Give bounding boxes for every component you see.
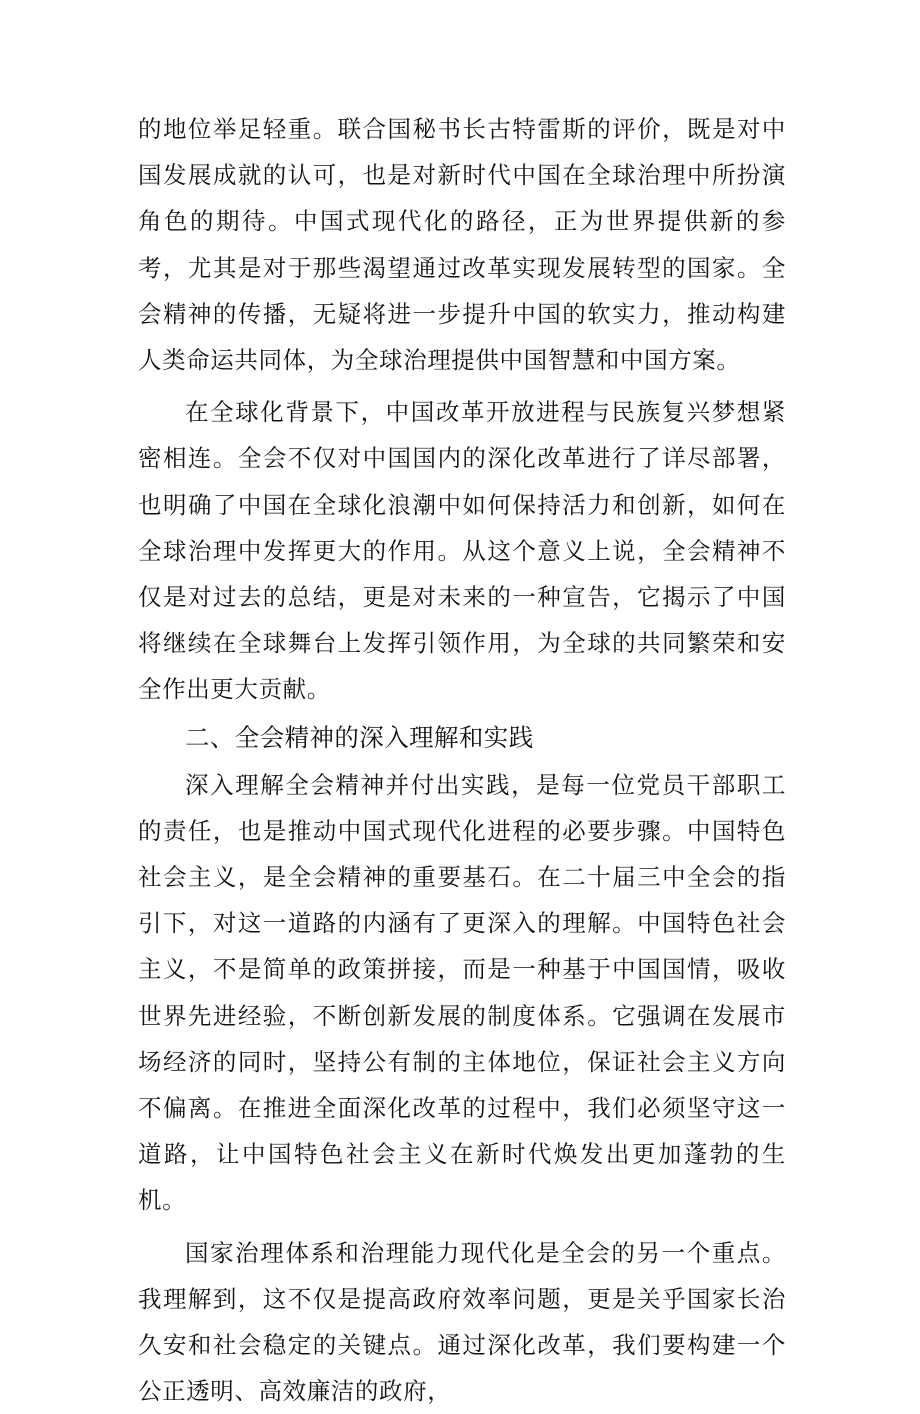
paragraph-socialism: 深入理解全会精神并付出实践，是每一位党员干部职工的责任，也是推动中国式现代化进程的必要步骤。中国特色社会主义，是全会精神的重要基石。在二十届三中全会的指引下，对这一道路的内涵有了更深入的理解。中国特色社会主义，不是简单的政策拼接，而是一种基于中国国情，吸收世界先进经验，不断创新发展的制度体系。它强调在发展市场经济的同时，坚持公有制的主体地位，保证社会主义方向不偏离。在推进全面深化改革的过程中，我们必须坚守这一道路，让中国特色社会主义在新时代焕发出更加蓬勃的生机。 <box>138 770 786 1215</box>
paragraph-globalization: 在全球化背景下，中国改革开放进程与民族复兴梦想紧密相连。全会不仅对中国国内的深化改革进行了详尽部署，也明确了中国在全球化浪潮中如何保持活力和创新，如何在全球治理中发挥更大的作用。从这个意义上说，全会精神不仅是对过去的总结，更是对未来的一种宣告，它揭示了中国将继续在全球舞台上发挥引领作用，为全球的共同繁荣和安全作出更大贡献。 <box>138 398 786 704</box>
section-heading: 二、全会精神的深入理解和实践 <box>185 722 534 752</box>
paragraph-governance: 国家治理体系和治理能力现代化是全会的另一个重点。我理解到，这不仅是提高政府效率问题，更是关乎国家长治久安和社会稳定的关键点。通过深化改革，我们要构建一个公正透明、高效廉洁的政府， <box>138 1238 786 1406</box>
document-body <box>138 106 786 1414</box>
paragraph-continuation: 的地位举足轻重。联合国秘书长古特雷斯的评价，既是对中国发展成就的认可，也是对新时代中国在全球治理中所扮演角色的期待。中国式现代化的路径，正为世界提供新的参考，尤其是对于那些渴望通过改革实现发展转型的国家。全会精神的传播，无疑将进一步提升中国的软实力，推动构建人类命运共同体，为全球治理提供中国智慧和中国方案。 <box>138 115 786 375</box>
